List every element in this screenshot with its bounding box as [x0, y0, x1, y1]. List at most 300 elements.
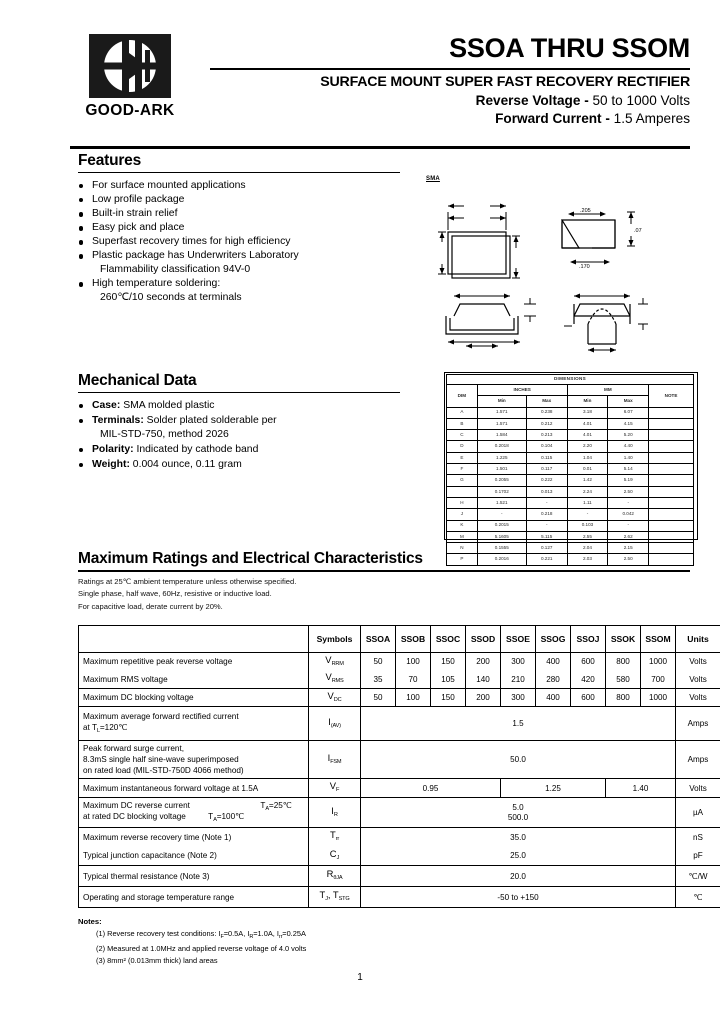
- dim-note: [649, 441, 694, 452]
- param-symbol: [309, 689, 361, 707]
- mech-label: Weight:: [92, 458, 130, 470]
- svg-text:.170: .170: [579, 264, 590, 270]
- table-row: [79, 798, 720, 828]
- table-row: [447, 486, 694, 497]
- symbol-base: V: [325, 671, 332, 683]
- dim-note: [649, 486, 694, 497]
- param-description: Typical junction capacitance (Note 2): [79, 847, 309, 866]
- col-header-ssom: SSOM: [641, 626, 676, 653]
- dim-note: [649, 497, 694, 508]
- col-header-parameter: [79, 626, 309, 653]
- dim-mm-min: 2.04: [567, 543, 608, 554]
- dim-letter: M: [447, 531, 478, 542]
- col-header-ssoc: SSOC: [431, 626, 466, 653]
- dim-mm-min: 2.03: [567, 554, 608, 565]
- dim-in-min: 1.571: [477, 418, 526, 429]
- dim-mm-max: 5.20: [608, 430, 649, 441]
- value-units: nS: [676, 828, 720, 847]
- package-dimension-drawing: [424, 176, 692, 354]
- feature-text: Plastic package has Underwriters Laboratory: [92, 250, 299, 262]
- note-text-4: =0.25A: [282, 929, 306, 938]
- param-description: Typical thermal resistance (Note 3): [79, 866, 309, 887]
- dim-letter: C: [447, 430, 478, 441]
- dim-in-max: 5.115: [526, 531, 567, 542]
- value-ssod: 200: [466, 689, 501, 707]
- table-row: [79, 887, 720, 908]
- symbol-base: V: [327, 689, 334, 701]
- title-divider: [210, 68, 690, 70]
- list-item: [78, 955, 578, 967]
- value-ssog: 400: [536, 689, 571, 707]
- bullet-icon: [79, 198, 83, 202]
- value-ssoa: 50: [361, 653, 396, 671]
- page-number: 1: [357, 972, 363, 983]
- value-span-all: 20.0: [361, 866, 676, 887]
- col-header-ssob: SSOB: [396, 626, 431, 653]
- value-ssoa: 50: [361, 689, 396, 707]
- ratings-section: [78, 550, 690, 613]
- dim-note: [649, 520, 694, 531]
- value-span-all: 35.0: [361, 828, 676, 847]
- bullet-icon: [79, 404, 83, 408]
- value-ssoj: 600: [571, 689, 606, 707]
- table-row: [79, 671, 720, 689]
- table-row: [79, 707, 720, 741]
- value-units: Amps: [676, 707, 720, 741]
- mechanical-data-section: [78, 372, 400, 473]
- value-span-all: -50 to +150: [361, 887, 676, 908]
- value-ssok: 800: [606, 689, 641, 707]
- mechanical-list: [78, 399, 400, 471]
- param-description-line2: 8.3mS single half sine-wave superimposed: [83, 755, 239, 764]
- bullet-icon: [79, 240, 83, 244]
- dim-letter: P: [447, 554, 478, 565]
- feature-text: Low profile package: [92, 194, 185, 206]
- symbol-base: T: [319, 889, 326, 900]
- dim-in-max: 0.218: [526, 509, 567, 520]
- dim-mm-min: 4.01: [567, 430, 608, 441]
- symbol-base: C: [329, 847, 337, 859]
- dim-letter: E: [447, 452, 478, 463]
- dim-mm-min: 0.103: [567, 520, 608, 531]
- cond2-base: T: [208, 811, 214, 821]
- dim-in-max: -: [526, 497, 567, 508]
- symbol-base: R: [326, 868, 334, 879]
- value-vf-mid: 1.25: [501, 779, 606, 798]
- table-row: [447, 475, 694, 486]
- dim-mm-max: -: [608, 497, 649, 508]
- list-item: [78, 193, 400, 207]
- dim-in-max: 0.115: [526, 452, 567, 463]
- value-span-all: 50.0: [361, 741, 676, 779]
- mech-label: Polarity:: [92, 443, 134, 455]
- value-units: Amps: [676, 741, 720, 779]
- notes-heading: Notes:: [78, 917, 102, 926]
- param-description: [79, 707, 309, 741]
- dim-mm-min: 4.01: [567, 418, 608, 429]
- param-description-line1: Maximum average forward rectified current: [83, 711, 239, 721]
- note-text-2: =0.5A, I: [223, 929, 250, 938]
- bullet-icon: [79, 448, 83, 452]
- note-text-3: =1.0A, I: [253, 929, 279, 938]
- table-row: [447, 497, 694, 508]
- svg-text:.205: .205: [580, 208, 591, 214]
- param-description: Maximum repetitive peak reverse voltage: [79, 653, 309, 671]
- note-subscript-1: F: [220, 934, 224, 940]
- value-ssoe: 210: [501, 671, 536, 689]
- list-item: [78, 249, 400, 276]
- dim-mm-min: 1.42: [567, 475, 608, 486]
- dim-mm-min: 1.04: [567, 452, 608, 463]
- value-ssoc: 105: [431, 671, 466, 689]
- dim-note: [649, 430, 694, 441]
- col-header-ssok: SSOK: [606, 626, 641, 653]
- dim-in-max: 0.221: [526, 554, 567, 565]
- ratings-heading: Maximum Ratings and Electrical Characteristics: [78, 550, 423, 567]
- dim-in-min: 0.1555: [477, 543, 526, 554]
- table-row: [79, 689, 720, 707]
- header-divider: [70, 146, 690, 149]
- dim-note: [649, 509, 694, 520]
- dim-in-max: 0.104: [526, 441, 567, 452]
- value-units: ℃/W: [676, 866, 720, 887]
- note-text: Reverse recovery test conditions: I: [107, 929, 221, 938]
- table-row: [447, 375, 694, 385]
- symbol-base-2: T: [332, 889, 339, 900]
- dim-note: [649, 418, 694, 429]
- table-row: [447, 464, 694, 475]
- col-header-units: Units: [676, 626, 720, 653]
- dim-in-min: 1.571: [477, 407, 526, 418]
- bullet-icon: [79, 254, 83, 258]
- bullet-icon: [79, 212, 83, 216]
- dim-letter: [447, 486, 478, 497]
- dim-in-min: 0.1702: [477, 486, 526, 497]
- table-row: [79, 866, 720, 887]
- dim-mm-min: 1.11: [567, 497, 608, 508]
- symbol-subscript: θJA: [333, 875, 343, 881]
- reverse-voltage-line: [210, 92, 690, 110]
- dim-mm-max: 2.50: [608, 554, 649, 565]
- col-header-symbols: Symbols: [309, 626, 361, 653]
- symbol-base: I: [331, 804, 334, 816]
- dim-mm-min: 0.01: [567, 464, 608, 475]
- dim-mm-min: 2.55: [567, 531, 608, 542]
- company-logo: [70, 34, 190, 120]
- value-ssoj: 600: [571, 653, 606, 671]
- list-item: [78, 179, 400, 193]
- dim-in-max: 0.212: [526, 418, 567, 429]
- notes-list: [78, 928, 578, 967]
- table-row: [79, 847, 720, 866]
- bullet-icon: [79, 184, 83, 188]
- value-ssoa: 35: [361, 671, 396, 689]
- ratings-table: [78, 625, 720, 908]
- dim-mm-max: 6.07: [608, 407, 649, 418]
- value-ssom: 700: [641, 671, 676, 689]
- param-description: Maximum instantaneous forward voltage at 1.5A: [79, 779, 309, 798]
- forward-current-line: [210, 110, 690, 128]
- col-header-mm-min: Min: [567, 396, 608, 407]
- param-description: Maximum reverse recovery time (Note 1): [79, 828, 309, 847]
- dimensions-table-title: DIMENSIONS: [447, 375, 694, 385]
- dim-letter: F: [447, 464, 478, 475]
- table-row: [79, 653, 720, 671]
- package-type-label: SMA: [426, 176, 440, 182]
- dim-letter: J: [447, 509, 478, 520]
- param-symbol: [309, 671, 361, 689]
- package-outline-drawings: [424, 176, 692, 356]
- table-row: [447, 430, 694, 441]
- dim-mm-max: 2.50: [608, 486, 649, 497]
- param-description: Maximum DC blocking voltage: [79, 689, 309, 707]
- dim-mm-max: 5.14: [608, 464, 649, 475]
- table-header-row: [79, 626, 720, 653]
- col-header-mm: MM: [567, 385, 649, 396]
- dim-letter: N: [447, 543, 478, 554]
- dim-letter: K: [447, 520, 478, 531]
- col-header-ssoe: SSOE: [501, 626, 536, 653]
- dim-in-min: 1.521: [477, 497, 526, 508]
- diode-logo-icon: [89, 34, 171, 98]
- col-header-note: NOTE: [649, 385, 694, 408]
- dimensions-table: [446, 374, 694, 566]
- symbol-subscript: R: [333, 811, 338, 818]
- feature-text: High temperature soldering:: [92, 278, 221, 290]
- dim-mm-min: -: [567, 509, 608, 520]
- symbol-subscript: RMS: [331, 678, 344, 685]
- page-header: [70, 34, 690, 142]
- value-vf-high: 1.40: [606, 779, 676, 798]
- value-ssok: 580: [606, 671, 641, 689]
- value-ssoe: 300: [501, 689, 536, 707]
- ratings-condition-2: Single phase, half wave, 60Hz, resistive or inductive load.: [78, 589, 272, 599]
- dim-mm-max: 5.19: [608, 475, 649, 486]
- param-symbol: [309, 741, 361, 779]
- mechanical-divider: [78, 392, 400, 393]
- forward-current-value: 1.5 Amperes: [613, 110, 690, 126]
- param-symbol: $T_J$, $T_{STG}$: [309, 887, 361, 908]
- col-header-ssog: SSOG: [536, 626, 571, 653]
- table-row: [447, 385, 694, 396]
- param-symbol: [309, 866, 361, 887]
- value-units: ℃: [676, 887, 720, 908]
- symbol-base: I: [328, 715, 331, 727]
- col-header-ssoa: SSOA: [361, 626, 396, 653]
- dim-mm-max: 1.40: [608, 452, 649, 463]
- value-units: Volts: [676, 689, 720, 707]
- table-row: [447, 452, 694, 463]
- dim-in-max: -: [526, 520, 567, 531]
- note-text: 8mm² (0.013mm thick) land areas: [107, 956, 218, 965]
- features-section: [78, 152, 400, 305]
- param-description-line1: Peak forward surge current,: [83, 744, 185, 753]
- value-ssoc: 150: [431, 689, 466, 707]
- value-units: pF: [676, 847, 720, 866]
- dim-in-min: 1.501: [477, 464, 526, 475]
- dim-mm-max: 4.15: [608, 418, 649, 429]
- dim-in-min: 1.584: [477, 430, 526, 441]
- symbol-subscript-2: STG: [338, 896, 350, 902]
- value-ssom: 1000: [641, 653, 676, 671]
- feature-text: For surface mounted applications: [92, 180, 246, 191]
- param-description: Operating and storage temperature range: [79, 887, 309, 908]
- table-row: [447, 407, 694, 418]
- col-header-ssoj: SSOJ: [571, 626, 606, 653]
- list-item: [78, 235, 400, 249]
- mech-text: 0.004 ounce, 0.11 gram: [129, 458, 242, 470]
- dim-letter: H: [447, 497, 478, 508]
- mech-text: Indicated by cathode band: [133, 443, 259, 455]
- dim-mm-min: 3.18: [567, 407, 608, 418]
- value-units: Volts: [676, 779, 720, 798]
- bullet-icon: [79, 282, 83, 286]
- mech-label: Case:: [92, 400, 121, 411]
- dim-in-min: 1.225: [477, 452, 526, 463]
- table-row: [447, 520, 694, 531]
- table-row: [79, 741, 720, 779]
- symbol-subscript: (AV): [330, 722, 341, 729]
- mech-text: SMA molded plastic: [120, 400, 215, 411]
- dim-in-min: 0.2018: [477, 441, 526, 452]
- dim-in-min: 5.1605: [477, 531, 526, 542]
- note-number: (1): [96, 929, 106, 938]
- features-heading: Features: [78, 152, 142, 169]
- param-description-line2: at T: [83, 722, 97, 732]
- features-list: [78, 179, 400, 304]
- value-span-all: [361, 798, 676, 828]
- ratings-divider: [78, 570, 690, 572]
- param-description: [79, 798, 309, 828]
- dim-in-min: -: [477, 509, 526, 520]
- dim-in-max: 0.238: [526, 407, 567, 418]
- value-ssoe: 300: [501, 653, 536, 671]
- forward-current-label: Forward Current -: [495, 110, 610, 126]
- notes-section: [78, 917, 578, 967]
- symbol-subscript: FSM: [330, 758, 342, 765]
- param-symbol: [309, 798, 361, 828]
- header-titles: [210, 34, 690, 127]
- dim-note: [649, 531, 694, 542]
- product-subtitle: SURFACE MOUNT SUPER FAST RECOVERY RECTIFIER: [320, 74, 690, 91]
- symbol-base: T: [329, 829, 336, 841]
- feature-text-cont: 260℃/10 seconds at terminals: [100, 291, 242, 303]
- value-span-all: 25.0: [361, 847, 676, 866]
- param-description-line3: on rated load (MIL-STD-750D 4066 method): [83, 766, 244, 775]
- ratings-condition-3: For capacitive load, derate current by 20%.: [78, 601, 223, 611]
- value-units: Volts: [676, 653, 720, 671]
- symbol-base: V: [329, 780, 337, 791]
- table-row: [79, 828, 720, 847]
- feature-text: Built-in strain relief: [92, 208, 178, 220]
- value-ssok: 800: [606, 653, 641, 671]
- param-description-line1: Maximum DC reverse current: [83, 800, 190, 810]
- value-ssog: 400: [536, 653, 571, 671]
- symbol-subscript: rr: [335, 836, 340, 843]
- value-ssob: 100: [396, 689, 431, 707]
- list-item: [78, 943, 578, 955]
- dim-note: [649, 475, 694, 486]
- dim-in-max: 0.117: [526, 464, 567, 475]
- mech-text: Solder plated solderable per: [143, 415, 277, 427]
- dim-mm-max: 0.042: [608, 509, 649, 520]
- table-row: [447, 509, 694, 520]
- note-subscript-2: R: [249, 934, 254, 940]
- value-ssob: 70: [396, 671, 431, 689]
- dim-letter: G: [447, 475, 478, 486]
- goodark-logo-mark: [89, 34, 171, 98]
- col-header-inches: INCHES: [477, 385, 567, 396]
- dim-in-min: 0.2016: [477, 554, 526, 565]
- table-row: [447, 418, 694, 429]
- feature-text-cont: Flammability classification 94V-0: [100, 264, 251, 276]
- value-ir-100c: 500.0: [507, 812, 529, 822]
- note-subscript-3: rr: [278, 934, 283, 940]
- value-ir-25c: 5.0: [512, 802, 524, 812]
- col-header-in-max: Max: [526, 396, 567, 407]
- dim-letter: B: [447, 418, 478, 429]
- param-desc-subscript: L: [96, 727, 100, 734]
- feature-text: Easy pick and place: [92, 222, 185, 234]
- value-span-all: 1.5: [361, 707, 676, 741]
- value-ssob: 100: [396, 653, 431, 671]
- param-description-line2: at rated DC blocking voltage: [83, 811, 186, 821]
- value-units: µA: [676, 798, 720, 828]
- page-title: SSOA THRU SSOM: [449, 33, 690, 63]
- dim-note: [649, 407, 694, 418]
- param-symbol: [309, 653, 361, 671]
- dim-mm-max: 2.15: [608, 543, 649, 554]
- svg-text:.07: .07: [634, 228, 642, 234]
- mechanical-heading: Mechanical Data: [78, 372, 197, 389]
- reverse-voltage-label: Reverse Voltage -: [475, 93, 589, 109]
- symbol-subscript: DC: [333, 696, 342, 703]
- table-row: [447, 531, 694, 542]
- list-item: [78, 221, 400, 235]
- bullet-icon: [79, 463, 83, 467]
- value-ssod: 140: [466, 671, 501, 689]
- value-units: Volts: [676, 671, 720, 689]
- param-description: Maximum RMS voltage: [79, 671, 309, 689]
- cond2-subscript: A: [213, 816, 217, 823]
- dim-mm-max: 2.62: [608, 531, 649, 542]
- col-header-dim: DIM: [447, 385, 478, 408]
- symbol-base: V: [325, 653, 332, 665]
- table-row: [447, 441, 694, 452]
- dim-in-max: 0.127: [526, 543, 567, 554]
- dim-mm-max: -: [608, 520, 649, 531]
- list-item: [78, 207, 400, 221]
- dim-in-min: 0.2015: [477, 520, 526, 531]
- param-symbol: [309, 707, 361, 741]
- note-number: (2): [96, 944, 106, 953]
- bullet-icon: [79, 419, 83, 423]
- note-text: Measured at 1.0MHz and applied reverse voltage of 4.0 volts: [107, 944, 307, 953]
- dim-note: [649, 452, 694, 463]
- param-desc-tail: =120℃: [99, 722, 128, 732]
- param-symbol: [309, 847, 361, 866]
- symbol-subscript: RRM: [331, 660, 344, 667]
- dim-in-min: 0.2055: [477, 475, 526, 486]
- symbol-subscript: J: [336, 854, 340, 861]
- dim-mm-max: 4.40: [608, 441, 649, 452]
- symbol-subscript: J: [325, 896, 328, 902]
- cond1-base: T: [260, 800, 266, 810]
- symbol-base: I: [327, 751, 331, 763]
- cond1-subscript: A: [265, 805, 269, 812]
- dim-in-max: 0.213: [526, 430, 567, 441]
- feature-text: Superfast recovery times for high efficiency: [92, 236, 291, 248]
